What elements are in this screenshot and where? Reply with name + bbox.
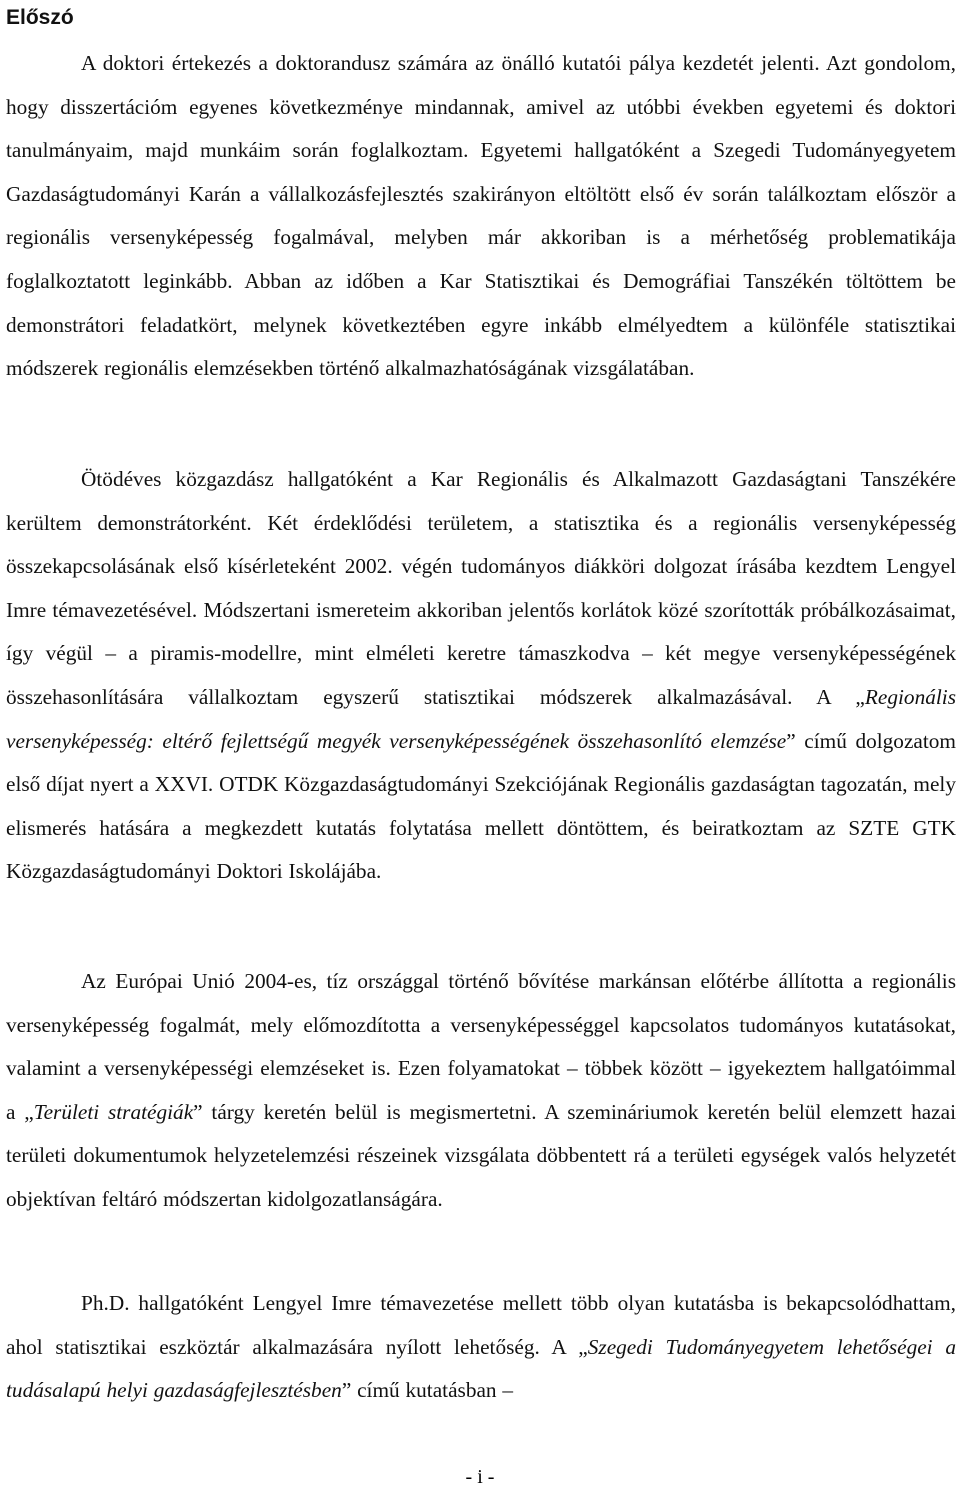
paragraph-2-text-b: ” című dolgozatom első díjat nyert a XXVI. OTDK Közgazdaságtudományi Szekciójának Regionális gazdaságtan tagozatán, mely elismerés hatására a megkezdett kutatás folytatása mellett döntöttem, és beiratkoztam az SZTE GTK Közgazdaságtudományi Doktori Iskolájába.: [6, 728, 956, 884]
paragraph-4-text-b: ” című kutatásban –: [341, 1378, 514, 1403]
paragraph-2-text-a: Ötödéves közgazdász hallgatóként a Kar Regionális és Alkalmazott Gazdaságtani Tanszékére kerültem demonstrátorként. Két érdeklődési területem, a statisztika és a regionális versenyképesség összekapcsolásának első kísérleteként 2002. végén tudományos diákköri dolgozat írásába kezdtem Lengyel Imre témavezetésével. Módszertani ismereteim akkoriban jelentős korlátok közé szorították próbálkozásaimat, így végül – a piramis-modellre, mint elméleti keretre támaszkodva – két megye versenyképességének összehasonlítására vállalkoztam egyszerű statisztikai módszerek alkalmazásával. A „: [6, 467, 956, 709]
page-heading: Előszó: [6, 6, 74, 29]
paragraph-3-italic-title: Területi stratégiák: [33, 1099, 194, 1124]
paragraph-3: [6, 933, 956, 1222]
paragraph-4-italic-title: Szegedi Tudományegyetem lehetőségei a tudásalapú helyi gazdaságfejlesztésben: [6, 1334, 956, 1403]
paragraph-3-text-a: Az Európai Unió 2004-es, tíz országgal történő bővítése markánsan előtérbe állította a regionális versenyképesség fogalmát, mely előmozdította a versenyképességgel kapcsolatos tudományos kutatásokat, valamint a versenyképességi elemzéseket is. Ezen folyamatokat – többek között – igyekeztem hallgatóimmal a „: [6, 969, 956, 1124]
paragraph-3-text-b: ” tárgy keretén belül is megismertetni. A szemináriumok keretén belül elemzett hazai területi dokumentumok helyzetelemzési részeinek vizsgálata döbbentett rá a területi egységek valós helyzetét objektívan feltáró módszertan kidolgozatlanságára.: [6, 1099, 957, 1211]
paragraph-2: [6, 431, 956, 894]
page-number: - i -: [465, 1466, 495, 1488]
paragraph-1: [6, 15, 956, 391]
paragraph-4-text-a: Ph.D. hallgatóként Lengyel Imre témavezetése mellett több olyan kutatásba is bekapcsolódhattam, ahol statisztikai eszköztár alkalmazására nyílott lehetőség. A „: [6, 1291, 956, 1359]
paragraph-4: [6, 1255, 956, 1413]
paragraph-1-text: A doktori értekezés a doktorandusz számára az önálló kutatói pálya kezdetét jelenti. Azt gondolom, hogy disszertációm egyenes következménye mindannak, amivel az utóbbi években egyetemi és doktori tanulmányaim, majd munkáim során foglalkoztam. Egyetemi hallgatóként a Szegedi Tudományegyetem Gazdaságtudományi Karán a vállalkozásfejlesztés szakirányon eltöltött első év során találkoztam először a regionális versenyképesség fogalmával, melyben már akkoriban is a mérhetőség problematikája foglalkoztatott leginkább. Abban az időben a Kar Statisztikai és Demográfiai Tanszékén töltöttem be demonstrátori feladatkört, melynek következtében egyre inkább elmélyedtem a különféle statisztikai módszerek regionális elemzésekben történő alkalmazhatóságának vizsgálatában.: [6, 51, 956, 381]
paragraph-2-italic-title: Regionális versenyképesség: eltérő fejlettségű megyék versenyképességének összehasonlító elemzése: [6, 684, 956, 753]
